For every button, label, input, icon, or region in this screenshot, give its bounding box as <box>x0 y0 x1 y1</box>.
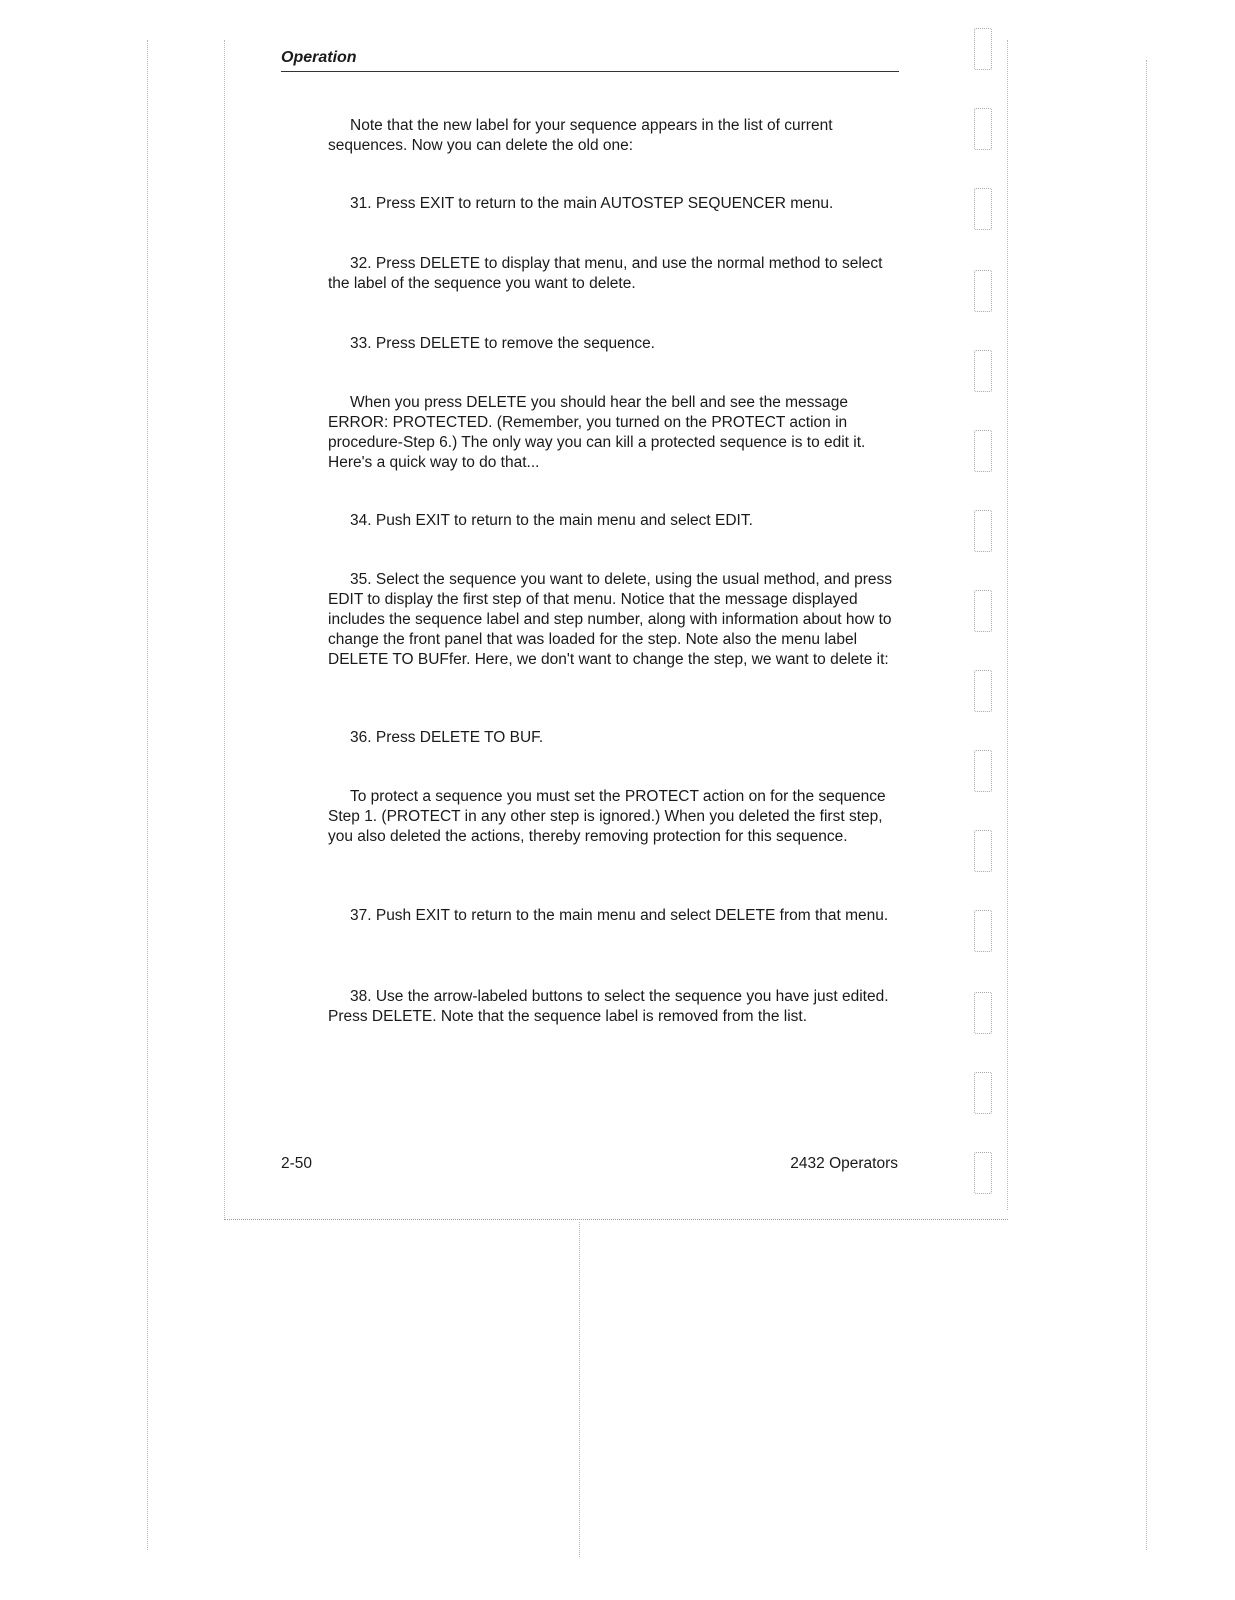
binder-tab <box>974 910 992 952</box>
header-rule <box>281 71 899 72</box>
step-38: 38. Use the arrow-labeled buttons to select the sequence you have just edited. Press DELETE. Note that the sequence label is removed from the list. <box>328 988 889 1025</box>
protect-explanation-paragraph: To protect a sequence you must set the PROTECT action on for the sequence Step 1. (PROTECT in any other step is ignored.) When you deleted the first step, you also deleted the actions, thereby removing protection for this sequence. <box>328 788 886 845</box>
binder-tab <box>974 430 992 472</box>
binder-tab <box>974 108 992 150</box>
step-34: 34. Push EXIT to return to the main menu and select EDIT. <box>350 512 753 529</box>
step-35: 35. Select the sequence you want to delete, using the usual method, and press EDIT to display the first step of that menu. Notice that the message displayed includes the sequence label and step number, along with information about how to change the front panel that was loaded for the step. Note also the menu label DELETE TO BUFfer. Here, we don't want to change the step, we want to delete it: <box>328 571 893 668</box>
binder-tab <box>974 1072 992 1114</box>
step-31: 31. Press EXIT to return to the main AUTOSTEP SEQUENCER menu. <box>350 195 834 212</box>
page-bottom-edge <box>224 1219 1008 1220</box>
protected-note-paragraph: When you press DELETE you should hear the bell and see the message ERROR: PROTECTED. (Remember, you turned on the PROTECT action in procedure-Step 6.) The only way you can kill a protected sequence is to edit it. Here's a quick way to do that... <box>328 394 866 471</box>
binder-tab <box>974 992 992 1034</box>
scan-edge-line <box>579 1222 580 1557</box>
binder-tab <box>974 188 992 230</box>
scan-edge-line <box>1007 40 1008 1210</box>
binder-tab <box>974 270 992 312</box>
intro-paragraph: Note that the new label for your sequence appears in the list of current sequences. Now you can delete the old one: <box>328 117 833 154</box>
step-32: 32. Press DELETE to display that menu, and use the normal method to select the label of the sequence you want to delete. <box>328 255 883 292</box>
binder-tab <box>974 830 992 872</box>
scan-edge-line <box>147 40 148 1550</box>
scan-edge-line <box>1146 60 1147 1550</box>
binder-tab <box>974 1152 992 1194</box>
binder-tab <box>974 590 992 632</box>
step-37: 37. Push EXIT to return to the main menu and select DELETE from that menu. <box>350 907 889 924</box>
manual-title: 2432 Operators <box>790 1155 898 1172</box>
step-36: 36. Press DELETE TO BUF. <box>350 729 544 746</box>
binder-tab <box>974 750 992 792</box>
binder-tab <box>974 350 992 392</box>
binder-tab <box>974 510 992 552</box>
binder-tab <box>974 28 992 70</box>
page-number: 2-50 <box>281 1155 313 1172</box>
binder-tab <box>974 670 992 712</box>
step-33: 33. Press DELETE to remove the sequence. <box>350 335 655 352</box>
scan-edge-line <box>224 40 225 1220</box>
section-header: Operation <box>281 49 357 66</box>
